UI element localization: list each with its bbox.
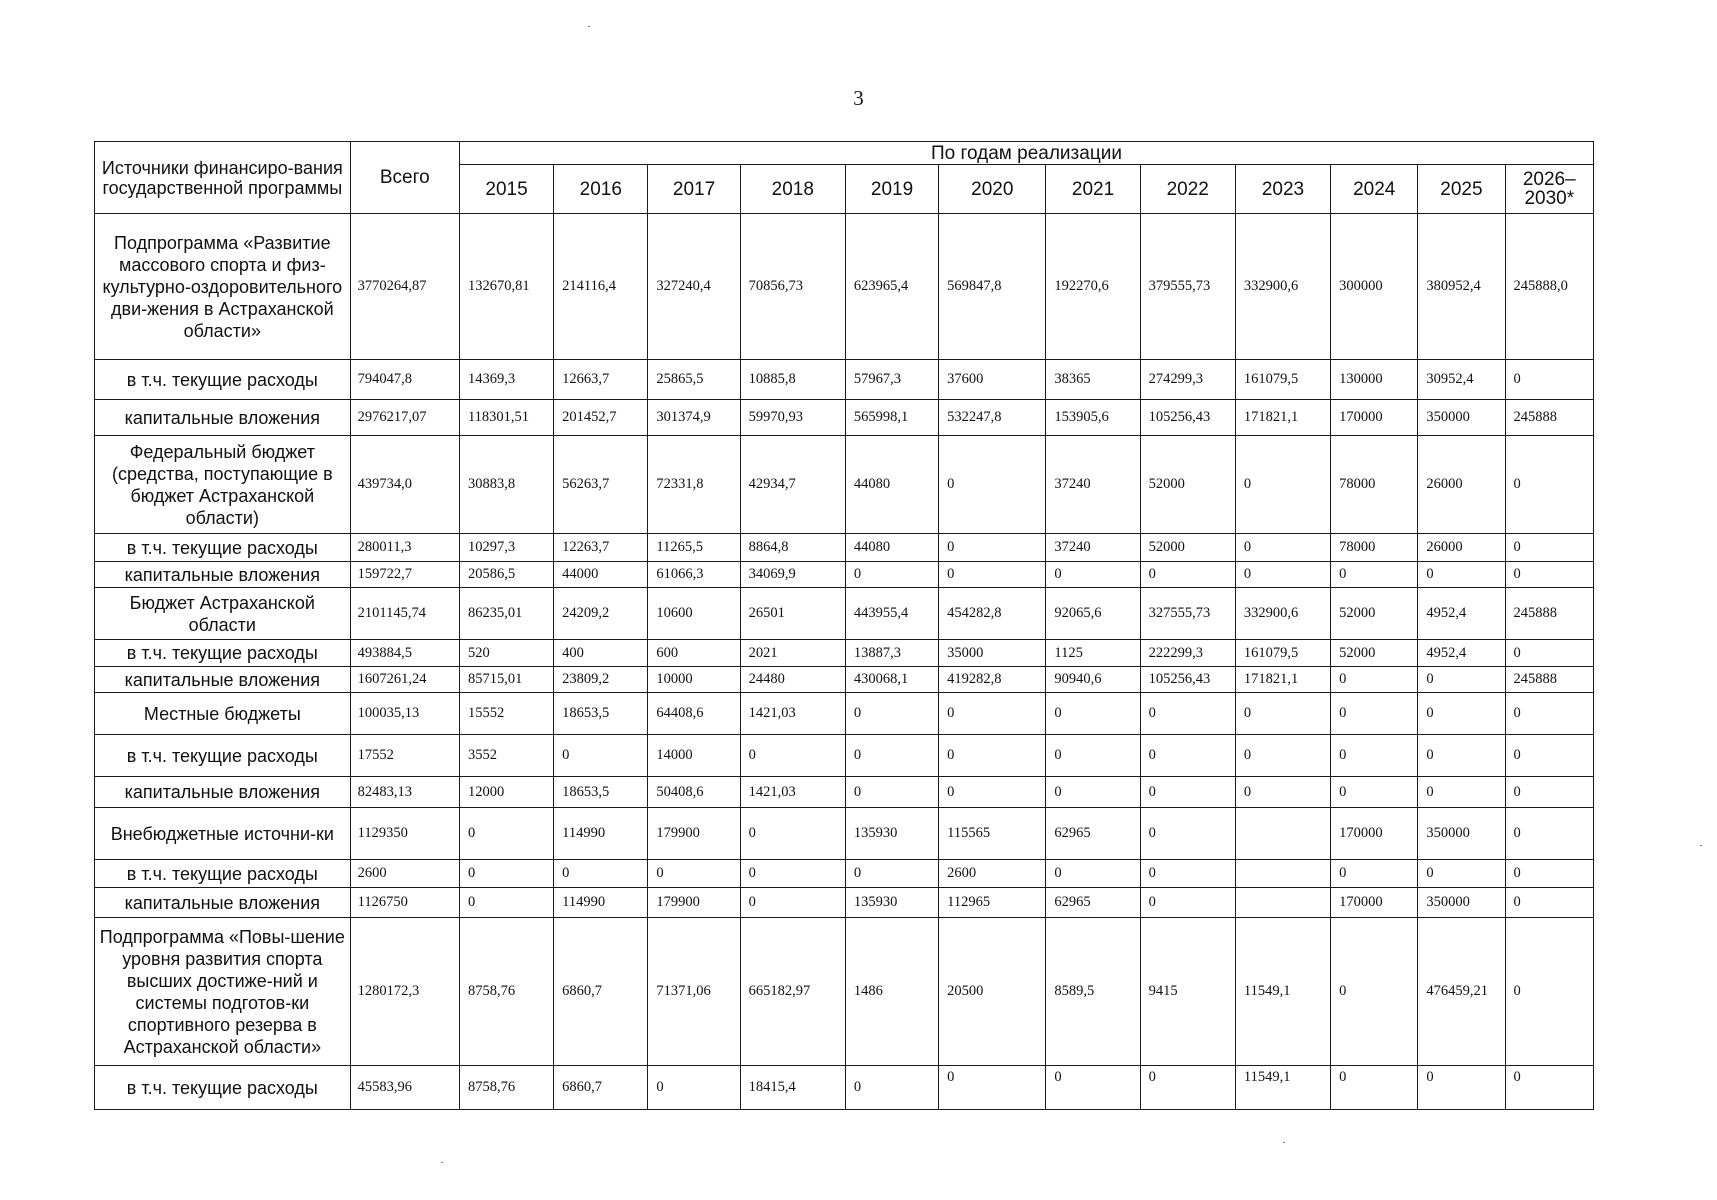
year-value-cell: 350000 xyxy=(1418,808,1505,860)
row-total-cell: 1126750 xyxy=(350,888,459,918)
year-value-cell: 0 xyxy=(939,1066,1046,1110)
table-row xyxy=(95,534,1594,562)
row-total-cell: 100035,13 xyxy=(350,693,459,735)
year-value-cell: 0 xyxy=(554,735,648,777)
year-value-cell: 44000 xyxy=(554,562,648,588)
year-value-cell: 18415,4 xyxy=(740,1066,845,1110)
row-total-cell: 2600 xyxy=(350,860,459,888)
year-value-cell: 90940,6 xyxy=(1046,667,1140,693)
year-value-cell: 8864,8 xyxy=(740,534,845,562)
year-value-cell: 0 xyxy=(1331,735,1418,777)
year-value-cell: 42934,7 xyxy=(740,436,845,534)
year-value-cell: 132670,81 xyxy=(459,214,553,360)
year-value-cell: 350000 xyxy=(1418,888,1505,918)
year-value-cell: 37240 xyxy=(1046,534,1140,562)
year-value-cell: 3552 xyxy=(459,735,553,777)
year-column-header: 2015 xyxy=(459,165,553,214)
year-value-cell: 0 xyxy=(1505,436,1593,534)
year-value-cell: 10885,8 xyxy=(740,360,845,400)
year-value-cell: 0 xyxy=(1235,693,1330,735)
year-value-cell: 2021 xyxy=(740,640,845,667)
year-value-cell: 112965 xyxy=(939,888,1046,918)
year-value-cell: 0 xyxy=(554,860,648,888)
year-value-cell: 0 xyxy=(648,1066,740,1110)
year-value-cell: 20586,5 xyxy=(459,562,553,588)
year-value-cell: 245888 xyxy=(1505,588,1593,640)
year-value-cell: 1421,03 xyxy=(740,693,845,735)
year-value-cell: 24209,2 xyxy=(554,588,648,640)
year-value-cell: 4952,4 xyxy=(1418,640,1505,667)
year-value-cell: 170000 xyxy=(1331,400,1418,436)
year-value-cell: 18653,5 xyxy=(554,693,648,735)
year-value-cell: 0 xyxy=(1046,777,1140,808)
year-value-cell: 37600 xyxy=(939,360,1046,400)
year-value-cell: 0 xyxy=(740,808,845,860)
table-row xyxy=(95,693,1594,735)
header-row-top xyxy=(95,142,1594,165)
year-value-cell: 59970,93 xyxy=(740,400,845,436)
year-value-cell: 78000 xyxy=(1331,534,1418,562)
row-total-cell: 3770264,87 xyxy=(350,214,459,360)
year-column-header: 2020 xyxy=(939,165,1046,214)
year-value-cell: 569847,8 xyxy=(939,214,1046,360)
year-value-cell: 0 xyxy=(939,562,1046,588)
year-value-cell: 70856,73 xyxy=(740,214,845,360)
year-value-cell: 300000 xyxy=(1331,214,1418,360)
year-value-cell: 38365 xyxy=(1046,360,1140,400)
year-value-cell: 565998,1 xyxy=(845,400,938,436)
year-value-cell: 18653,5 xyxy=(554,777,648,808)
year-value-cell: 0 xyxy=(845,1066,938,1110)
year-value-cell: 2600 xyxy=(939,860,1046,888)
year-value-cell: 0 xyxy=(1140,693,1235,735)
year-value-cell: 161079,5 xyxy=(1235,360,1330,400)
year-value-cell: 34069,9 xyxy=(740,562,845,588)
year-value-cell: 52000 xyxy=(1331,640,1418,667)
year-value-cell: 0 xyxy=(740,860,845,888)
year-value-cell: 0 xyxy=(1331,777,1418,808)
year-value-cell: 0 xyxy=(845,860,938,888)
year-value-cell: 0 xyxy=(1046,860,1140,888)
year-value-cell: 20500 xyxy=(939,918,1046,1066)
year-value-cell: 0 xyxy=(845,562,938,588)
year-value-cell: 0 xyxy=(1505,640,1593,667)
year-column-header: 2023 xyxy=(1235,165,1330,214)
year-value-cell: 0 xyxy=(1418,1066,1505,1110)
row-label: капитальные вложения xyxy=(95,888,351,918)
table-body xyxy=(95,214,1594,1110)
year-column-header: 2026–2030* xyxy=(1505,165,1593,214)
table-row xyxy=(95,808,1594,860)
scan-speck xyxy=(588,26,590,27)
total-column-header: Всего xyxy=(350,142,459,214)
row-label: Внебюджетные источни-ки xyxy=(95,808,351,860)
year-value-cell: 12263,7 xyxy=(554,534,648,562)
year-value-cell: 12663,7 xyxy=(554,360,648,400)
year-value-cell: 9415 xyxy=(1140,918,1235,1066)
row-total-cell: 1280172,3 xyxy=(350,918,459,1066)
row-label: Подпрограмма «Повы-шение уровня развития спорта высших достиже-ний и системы подготов-ки спортивного резерва в Астраханской области» xyxy=(95,918,351,1066)
row-label: в т.ч. текущие расходы xyxy=(95,1066,351,1110)
year-value-cell: 0 xyxy=(939,436,1046,534)
table-row xyxy=(95,436,1594,534)
year-value-cell: 50408,6 xyxy=(648,777,740,808)
source-column-header: Источники финансиро-вания государственной программы xyxy=(95,142,351,214)
year-value-cell: 135930 xyxy=(845,808,938,860)
year-value-cell: 24480 xyxy=(740,667,845,693)
row-total-cell: 1607261,24 xyxy=(350,667,459,693)
row-label: Подпрограмма «Развитие массового спорта и физ-культурно-оздоровительного дви-жения в Астраханской области» xyxy=(95,214,351,360)
year-value-cell: 11549,1 xyxy=(1235,1066,1330,1110)
year-value-cell: 454282,8 xyxy=(939,588,1046,640)
year-value-cell: 85715,01 xyxy=(459,667,553,693)
year-value-cell: 0 xyxy=(1505,777,1593,808)
year-value-cell: 1486 xyxy=(845,918,938,1066)
year-value-cell: 0 xyxy=(1046,1066,1140,1110)
page-number: 3 xyxy=(853,86,864,110)
year-value-cell: 0 xyxy=(1505,360,1593,400)
row-label: в т.ч. текущие расходы xyxy=(95,735,351,777)
year-value-cell: 171821,1 xyxy=(1235,400,1330,436)
year-value-cell: 161079,5 xyxy=(1235,640,1330,667)
year-value-cell: 665182,97 xyxy=(740,918,845,1066)
year-value-cell: 0 xyxy=(1140,808,1235,860)
year-value-cell: 214116,4 xyxy=(554,214,648,360)
year-value-cell: 0 xyxy=(740,735,845,777)
year-value-cell: 61066,3 xyxy=(648,562,740,588)
scan-speck xyxy=(1700,845,1702,846)
year-value-cell: 332900,6 xyxy=(1235,214,1330,360)
year-value-cell: 245888 xyxy=(1505,400,1593,436)
year-value-cell: 130000 xyxy=(1331,360,1418,400)
table-row xyxy=(95,667,1594,693)
year-value-cell: 274299,3 xyxy=(1140,360,1235,400)
table-row xyxy=(95,888,1594,918)
year-value-cell: 11549,1 xyxy=(1235,918,1330,1066)
table-row xyxy=(95,918,1594,1066)
financing-table xyxy=(94,141,1594,1110)
year-value-cell: 8758,76 xyxy=(459,1066,553,1110)
year-column-header: 2017 xyxy=(648,165,740,214)
year-value-cell: 245888 xyxy=(1505,667,1593,693)
year-value-cell: 0 xyxy=(648,860,740,888)
year-value-cell: 14000 xyxy=(648,735,740,777)
year-value-cell: 430068,1 xyxy=(845,667,938,693)
year-value-cell: 26501 xyxy=(740,588,845,640)
year-value-cell: 0 xyxy=(1331,667,1418,693)
year-value-cell: 78000 xyxy=(1331,436,1418,534)
year-column-header: 2021 xyxy=(1046,165,1140,214)
year-value-cell: 476459,21 xyxy=(1418,918,1505,1066)
year-value-cell: 13887,3 xyxy=(845,640,938,667)
year-value-cell: 0 xyxy=(1140,562,1235,588)
year-value-cell: 0 xyxy=(1331,693,1418,735)
year-column-header: 2025 xyxy=(1418,165,1505,214)
year-value-cell: 0 xyxy=(1505,534,1593,562)
year-value-cell: 179900 xyxy=(648,808,740,860)
year-value-cell: 0 xyxy=(1140,888,1235,918)
year-value-cell: 0 xyxy=(1235,436,1330,534)
row-label: капитальные вложения xyxy=(95,400,351,436)
year-value-cell: 0 xyxy=(1418,562,1505,588)
table-row xyxy=(95,562,1594,588)
year-value-cell: 0 xyxy=(1140,777,1235,808)
year-value-cell: 64408,6 xyxy=(648,693,740,735)
year-value-cell: 327240,4 xyxy=(648,214,740,360)
year-value-cell: 0 xyxy=(1140,860,1235,888)
row-total-cell: 2101145,74 xyxy=(350,588,459,640)
year-value-cell: 0 xyxy=(939,693,1046,735)
year-value-cell: 4952,4 xyxy=(1418,588,1505,640)
year-value-cell: 1421,03 xyxy=(740,777,845,808)
year-value-cell: 44080 xyxy=(845,534,938,562)
year-value-cell: 0 xyxy=(1046,562,1140,588)
table-row xyxy=(95,588,1594,640)
year-value-cell: 0 xyxy=(845,735,938,777)
year-value-cell: 400 xyxy=(554,640,648,667)
year-value-cell: 0 xyxy=(1505,562,1593,588)
year-value-cell xyxy=(1235,888,1330,918)
year-value-cell: 0 xyxy=(1418,860,1505,888)
year-value-cell: 105256,43 xyxy=(1140,400,1235,436)
year-value-cell: 327555,73 xyxy=(1140,588,1235,640)
year-value-cell: 8758,76 xyxy=(459,918,553,1066)
row-total-cell: 159722,7 xyxy=(350,562,459,588)
year-value-cell: 245888,0 xyxy=(1505,214,1593,360)
year-value-cell: 0 xyxy=(459,808,553,860)
year-value-cell: 6860,7 xyxy=(554,1066,648,1110)
year-value-cell: 0 xyxy=(1418,735,1505,777)
year-value-cell: 153905,6 xyxy=(1046,400,1140,436)
year-value-cell: 0 xyxy=(939,777,1046,808)
year-value-cell: 15552 xyxy=(459,693,553,735)
year-value-cell: 0 xyxy=(845,693,938,735)
row-total-cell: 280011,3 xyxy=(350,534,459,562)
year-value-cell: 0 xyxy=(1235,562,1330,588)
year-value-cell: 10600 xyxy=(648,588,740,640)
table-row xyxy=(95,640,1594,667)
year-value-cell: 350000 xyxy=(1418,400,1505,436)
row-label: капитальные вложения xyxy=(95,562,351,588)
year-value-cell: 10000 xyxy=(648,667,740,693)
year-value-cell: 0 xyxy=(1505,1066,1593,1110)
year-value-cell: 0 xyxy=(1331,562,1418,588)
year-column-header: 2016 xyxy=(554,165,648,214)
year-value-cell: 0 xyxy=(1331,1066,1418,1110)
year-value-cell: 301374,9 xyxy=(648,400,740,436)
scan-speck xyxy=(441,1162,443,1163)
row-total-cell: 2976217,07 xyxy=(350,400,459,436)
year-value-cell: 0 xyxy=(1505,860,1593,888)
year-value-cell: 0 xyxy=(939,534,1046,562)
year-value-cell: 114990 xyxy=(554,888,648,918)
year-value-cell: 52000 xyxy=(1140,436,1235,534)
year-value-cell: 201452,7 xyxy=(554,400,648,436)
row-label: капитальные вложения xyxy=(95,667,351,693)
row-label: Местные бюджеты xyxy=(95,693,351,735)
row-label: в т.ч. текущие расходы xyxy=(95,360,351,400)
year-column-header: 2022 xyxy=(1140,165,1235,214)
year-value-cell: 0 xyxy=(1331,918,1418,1066)
year-value-cell: 170000 xyxy=(1331,808,1418,860)
row-label: Федеральный бюджет (средства, поступающие в бюджет Астраханской области) xyxy=(95,436,351,534)
year-value-cell: 105256,43 xyxy=(1140,667,1235,693)
row-total-cell: 794047,8 xyxy=(350,360,459,400)
row-label: Бюджет Астраханской области xyxy=(95,588,351,640)
year-column-header: 2018 xyxy=(740,165,845,214)
table-row xyxy=(95,1066,1594,1110)
year-value-cell: 419282,8 xyxy=(939,667,1046,693)
year-value-cell: 23809,2 xyxy=(554,667,648,693)
year-value-cell: 0 xyxy=(1046,735,1140,777)
year-value-cell: 71371,06 xyxy=(648,918,740,1066)
year-value-cell: 171821,1 xyxy=(1235,667,1330,693)
year-value-cell: 52000 xyxy=(1140,534,1235,562)
year-value-cell: 170000 xyxy=(1331,888,1418,918)
year-value-cell: 332900,6 xyxy=(1235,588,1330,640)
year-column-header: 2019 xyxy=(845,165,938,214)
year-value-cell: 0 xyxy=(1505,888,1593,918)
scan-speck xyxy=(1283,1142,1285,1143)
year-value-cell: 44080 xyxy=(845,436,938,534)
row-total-cell: 493884,5 xyxy=(350,640,459,667)
year-value-cell: 135930 xyxy=(845,888,938,918)
year-value-cell: 72331,8 xyxy=(648,436,740,534)
year-value-cell: 0 xyxy=(1046,693,1140,735)
year-value-cell: 52000 xyxy=(1331,588,1418,640)
year-value-cell: 62965 xyxy=(1046,888,1140,918)
year-value-cell: 0 xyxy=(1418,777,1505,808)
year-value-cell: 26000 xyxy=(1418,534,1505,562)
year-value-cell: 0 xyxy=(1140,735,1235,777)
row-label: в т.ч. текущие расходы xyxy=(95,640,351,667)
year-value-cell: 10297,3 xyxy=(459,534,553,562)
year-value-cell: 379555,73 xyxy=(1140,214,1235,360)
table-row xyxy=(95,735,1594,777)
year-value-cell: 0 xyxy=(1505,735,1593,777)
years-group-header: По годам реализации xyxy=(459,142,1593,165)
year-value-cell xyxy=(1235,808,1330,860)
year-value-cell: 0 xyxy=(1505,808,1593,860)
year-value-cell: 0 xyxy=(1140,1066,1235,1110)
year-value-cell: 179900 xyxy=(648,888,740,918)
year-value-cell: 14369,3 xyxy=(459,360,553,400)
year-value-cell: 30883,8 xyxy=(459,436,553,534)
row-label: в т.ч. текущие расходы xyxy=(95,860,351,888)
year-value-cell: 0 xyxy=(1235,735,1330,777)
year-value-cell: 0 xyxy=(845,777,938,808)
row-total-cell: 1129350 xyxy=(350,808,459,860)
year-value-cell: 0 xyxy=(1235,534,1330,562)
table-row xyxy=(95,360,1594,400)
year-value-cell: 0 xyxy=(1418,667,1505,693)
year-value-cell: 1125 xyxy=(1046,640,1140,667)
year-value-cell: 0 xyxy=(1505,918,1593,1066)
year-value-cell: 0 xyxy=(1331,860,1418,888)
year-value-cell: 0 xyxy=(459,888,553,918)
table-row xyxy=(95,860,1594,888)
year-value-cell: 0 xyxy=(1505,693,1593,735)
year-value-cell: 532247,8 xyxy=(939,400,1046,436)
table-row xyxy=(95,214,1594,360)
year-value-cell: 623965,4 xyxy=(845,214,938,360)
year-value-cell: 35000 xyxy=(939,640,1046,667)
year-value-cell: 0 xyxy=(1235,777,1330,808)
year-value-cell: 57967,3 xyxy=(845,360,938,400)
year-value-cell: 0 xyxy=(1418,693,1505,735)
row-total-cell: 439734,0 xyxy=(350,436,459,534)
year-column-header: 2024 xyxy=(1331,165,1418,214)
year-value-cell: 86235,01 xyxy=(459,588,553,640)
year-value-cell: 114990 xyxy=(554,808,648,860)
year-value-cell: 380952,4 xyxy=(1418,214,1505,360)
year-value-cell: 115565 xyxy=(939,808,1046,860)
year-value-cell: 192270,6 xyxy=(1046,214,1140,360)
year-value-cell: 0 xyxy=(459,860,553,888)
financing-table-container xyxy=(94,141,1594,1110)
year-value-cell: 11265,5 xyxy=(648,534,740,562)
year-value-cell: 0 xyxy=(939,735,1046,777)
table-row xyxy=(95,400,1594,436)
year-value-cell: 520 xyxy=(459,640,553,667)
year-value-cell: 37240 xyxy=(1046,436,1140,534)
year-value-cell: 443955,4 xyxy=(845,588,938,640)
row-total-cell: 82483,13 xyxy=(350,777,459,808)
year-value-cell: 8589,5 xyxy=(1046,918,1140,1066)
row-total-cell: 45583,96 xyxy=(350,1066,459,1110)
row-label: в т.ч. текущие расходы xyxy=(95,534,351,562)
year-value-cell: 30952,4 xyxy=(1418,360,1505,400)
year-value-cell: 6860,7 xyxy=(554,918,648,1066)
table-row xyxy=(95,777,1594,808)
year-value-cell: 600 xyxy=(648,640,740,667)
row-total-cell: 17552 xyxy=(350,735,459,777)
year-value-cell: 56263,7 xyxy=(554,436,648,534)
year-value-cell: 26000 xyxy=(1418,436,1505,534)
row-label: капитальные вложения xyxy=(95,777,351,808)
year-value-cell: 92065,6 xyxy=(1046,588,1140,640)
year-value-cell: 222299,3 xyxy=(1140,640,1235,667)
year-value-cell: 25865,5 xyxy=(648,360,740,400)
year-value-cell: 118301,51 xyxy=(459,400,553,436)
year-value-cell: 0 xyxy=(740,888,845,918)
year-value-cell: 12000 xyxy=(459,777,553,808)
year-value-cell: 62965 xyxy=(1046,808,1140,860)
year-value-cell xyxy=(1235,860,1330,888)
